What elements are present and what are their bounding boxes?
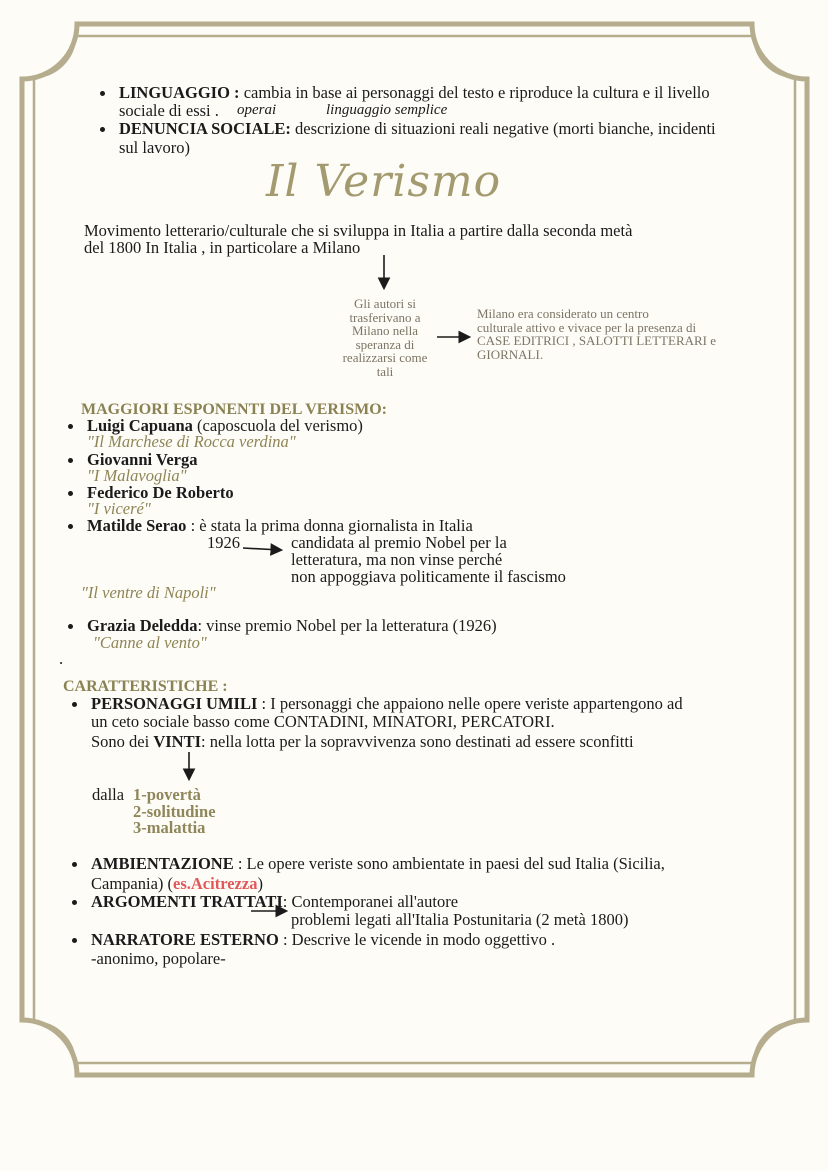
feature-text: : Contemporanei all'autore	[282, 892, 459, 911]
feature-argomenti	[91, 893, 458, 911]
note-operai: operai	[237, 102, 277, 118]
exponent-work: "Il Marchese di Rocca verdina"	[87, 432, 296, 451]
exponent-name: Grazia Deledda	[87, 616, 198, 635]
feature-label: PERSONAGGI UMILI	[91, 694, 258, 713]
note-authors-line: realizzarsi come	[342, 350, 428, 365]
linguaggio-text: cambia in base ai personaggi del testo e riproduce la cultura e il livello	[243, 83, 710, 102]
exponent-desc: : è stata la prima donna giornalista in Italia	[186, 516, 473, 535]
exponent-work: "I viceré"	[87, 499, 151, 518]
feature-label: ARGOMENTI TRATTATI	[91, 892, 283, 911]
note-authors-line: tali	[376, 363, 394, 379]
note-authors	[325, 297, 445, 378]
exponent-work: "Canne al vento"	[93, 633, 207, 652]
feature-label: AMBIENTAZIONE	[91, 854, 234, 873]
cause-item: 3-malattia	[133, 818, 206, 837]
feature-ambientazione-line2	[91, 875, 263, 893]
note-milano-line: CASE EDITRICI , SALOTTI LETTERARI e	[477, 333, 717, 348]
note-linguaggio-semplice: linguaggio semplice	[326, 102, 448, 118]
features-heading: CARATTERISTICHE :	[63, 678, 228, 695]
definition-line2: del 1800 In Italia , in particolare a Milano	[84, 238, 361, 257]
exponent-name: Matilde Serao	[87, 516, 187, 535]
linguaggio-text2: sociale di essi .	[119, 101, 219, 120]
feature-ambientazione	[91, 855, 665, 873]
note-authors-line: Gli autori si	[353, 296, 417, 311]
note-authors-line: trasferivano a	[349, 309, 421, 325]
feature-text: Campania) (	[91, 874, 174, 893]
denuncia-line2: sul lavoro)	[119, 138, 191, 157]
denuncia-text: descrizione di situazioni reali negative (morti bianche, incidenti	[295, 119, 716, 138]
feature-text-line: problemi legati all'Italia Postunitaria (2 metà 1800)	[291, 910, 629, 929]
arrow-right-icon	[243, 548, 280, 550]
definition-line1: Movimento letterario/culturale che si sviluppa in Italia a partire dalla seconda metà	[84, 221, 633, 240]
feature-text: : Le opere veriste sono ambientate in paesi del sud Italia (Sicilia,	[233, 854, 665, 873]
vinti-text: : nella lotta per la sopravvivenza sono destinati ad essere sconfitti	[201, 732, 634, 751]
stray-dot: .	[59, 649, 64, 668]
bullet-denuncia	[119, 120, 716, 138]
bullet-linguaggio	[119, 84, 710, 102]
page-title: Il Verismo	[266, 156, 502, 207]
exponent-name: Giovanni Verga	[87, 450, 198, 469]
feature-text: : I personaggi che appaiono nelle opere veriste appartengono ad	[257, 694, 683, 713]
exponent-desc: : vinse premio Nobel per la letteratura (1926)	[197, 616, 497, 635]
linguaggio-line2	[119, 102, 219, 120]
exponents-heading: MAGGIORI ESPONENTI DEL VERISMO:	[81, 401, 387, 418]
linguaggio-label: LINGUAGGIO :	[119, 83, 240, 102]
dalla-label: dalla	[92, 785, 125, 804]
feature-vinti	[91, 733, 634, 751]
exponent-name: Luigi Capuana	[87, 416, 193, 435]
note-milano-line: GIORNALI.	[477, 346, 544, 362]
note-milano-line: culturale attivo e vivace per la presenza di	[477, 319, 697, 335]
feature-label: NARRATORE ESTERNO	[91, 930, 279, 949]
cause-item: 2-solitudine	[133, 802, 216, 821]
feature-narratore	[91, 931, 555, 949]
denuncia-label: DENUNCIA SOCIALE:	[119, 119, 291, 138]
cause-item: 1-povertà	[133, 785, 201, 804]
serao-note-line: non appoggiava politicamente il fascismo	[291, 567, 566, 586]
note-milano-line: Milano era considerato un centro	[477, 306, 649, 321]
serao-note-line: candidata al premio Nobel per la	[291, 533, 507, 552]
note-milano	[477, 307, 716, 361]
feature-text-line: un ceto sociale basso come CONTADINI, MINATORI, PERCATORI.	[91, 712, 555, 731]
feature-text: : Descrive le vicende in modo oggettivo .	[278, 930, 556, 949]
feature-umili	[91, 695, 683, 713]
vinti-pre: Sono dei	[91, 732, 154, 751]
example-highlight: es.Acitrezza	[173, 874, 258, 893]
exponent-work: "I Malavoglia"	[87, 466, 187, 485]
note-authors-line: Milano nella	[351, 323, 419, 338]
exponent-work: "Il ventre di Napoli"	[81, 583, 216, 602]
vinti-label: VINTI	[153, 732, 202, 751]
serao-note-line: letteratura, ma non vinse perché	[291, 550, 503, 569]
exponent-name: Federico De Roberto	[87, 483, 234, 502]
feature-text: )	[257, 874, 263, 893]
serao-year: 1926	[207, 533, 240, 552]
note-authors-line: speranza di	[355, 336, 415, 352]
exponent-desc: (caposcuola del verismo)	[192, 416, 363, 435]
feature-text-line: -anonimo, popolare-	[91, 949, 226, 968]
